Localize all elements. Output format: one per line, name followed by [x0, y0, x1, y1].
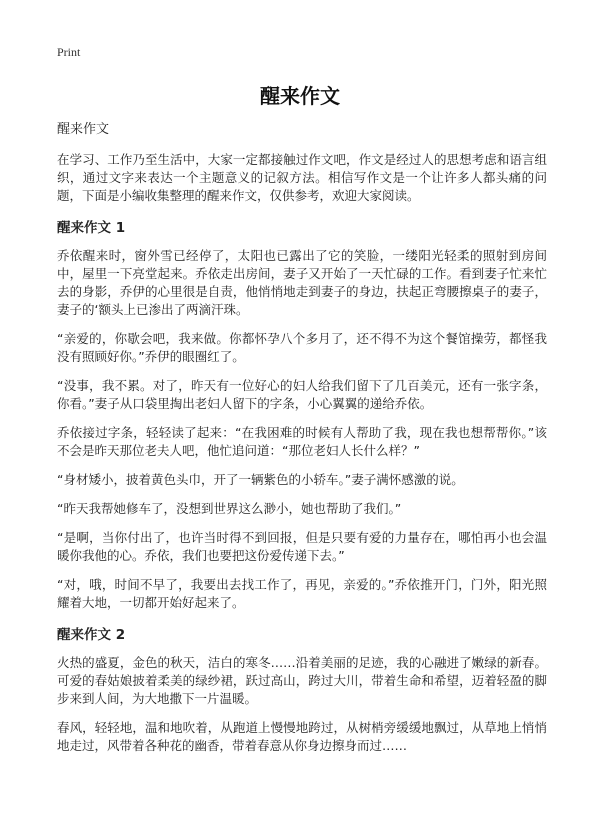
section-1-paragraph-2: “亲爱的，你歇会吧，我来做。你都怀孕八个多月了，还不得不为这个餐馆操劳，都怪我没有照顾好你。”乔伊的眼圈红了。 — [57, 331, 547, 364]
section-1-paragraph-8: “对，哦，时间不早了，我要出去找工作了，再见，亲爱的。”乔依推开门，门外，阳光照耀着大地，一切都开始好起来了。 — [57, 577, 547, 610]
article-body — [57, 120, 547, 766]
section-heading-1: 醒来作文 1 — [57, 220, 126, 236]
section-1-paragraph-7: “是啊，当你付出了，也许当时得不到回报，但是只要有爱的力量存在，哪怕再小也会温暖你我他的心。乔依，我们也要把这份爱传递下去。” — [57, 530, 547, 563]
page-title: 醒来作文 — [260, 84, 340, 108]
intro-paragraph: 在学习、工作乃至生活中，大家一定都接触过作文吧，作文是经过人的思想考虑和语言组织，通过文字来表达一个主题意义的记叙方法。相信写作文是一个让许多人都头痛的问题，下面是小编收集整理的醒来作文，仅供参考，欢迎大家阅读。 — [57, 152, 547, 203]
section-2-paragraph-2: 春风，轻轻地，温和地吹着，从跑道上慢慢地跨过，从树梢旁缓缓地飘过，从草地上悄悄地走过，风带着各种花的幽香，带着春意从你身边擦身而过…… — [57, 720, 547, 753]
section-1-paragraph-4: 乔依接过字条，轻轻读了起来：“在我困难的时候有人帮助了我，现在我也想帮帮你。”该不会是昨天那位老夫人吧，他忙追问道：“那位老妇人长什么样？” — [57, 425, 547, 458]
article-subtitle: 醒来作文 — [57, 122, 110, 137]
section-heading-2: 醒来作文 2 — [57, 627, 126, 643]
section-1-paragraph-1: 乔依醒来时，窗外雪已经停了，太阳也已露出了它的笑脸，一缕阳光轻柔的照射到房间中，屋里一下亮堂起来。乔依走出房间，妻子又开始了一天忙碌的工作。看到妻子忙来忙去的身影，乔伊的心里很是自责，他悄悄地走到妻子的身边，扶起正弯腰擦桌子的妻子，妻子的‘额头上已渗出了两滴汗珠。 — [57, 248, 547, 317]
section-2-paragraph-1: 火热的盛夏，金色的秋天，洁白的寒冬……沿着美丽的足迹，我的心融进了嫩绿的新春。可爱的春姑娘披着柔美的绿纱裙，跃过高山，跨过大川，带着生命和希望，迈着轻盈的脚步来到人间，为大地撒下一片温暖。 — [57, 655, 547, 706]
section-1-paragraph-6: “昨天我帮她修车了，没想到世界这么渺小，她也帮助了我们。” — [57, 501, 402, 516]
section-1-paragraph-5: “身材矮小，披着黄色头巾，开了一辆紫色的小轿车。”妻子满怀感激的说。 — [57, 472, 464, 487]
print-link[interactable]: Print — [57, 45, 81, 59]
section-1-paragraph-3: “没事，我不累。对了，昨天有一位好心的妇人给我们留下了几百美元，还有一张字条，你看。”妻子从口袋里掏出老妇人留下的字条，小心翼翼的递给乔依。 — [57, 378, 547, 411]
